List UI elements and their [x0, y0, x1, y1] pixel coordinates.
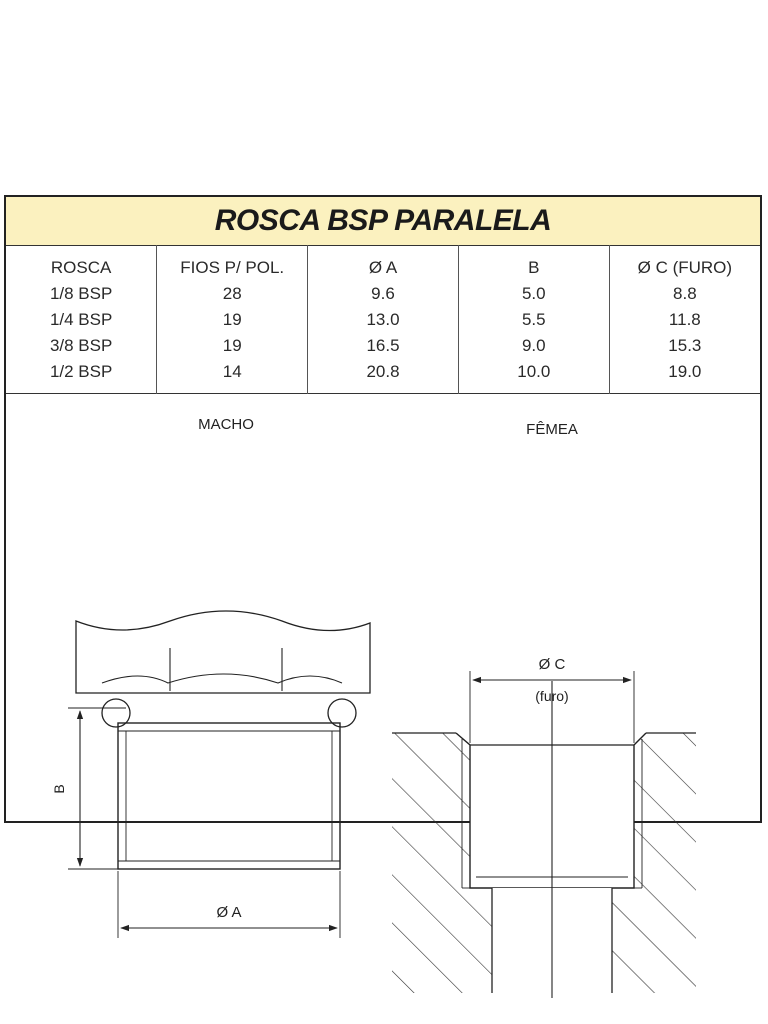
column-header-dia-a: Ø A [308, 245, 459, 281]
table-cell: 13.0 [308, 307, 459, 333]
title-bar [6, 197, 760, 246]
table-cell: 1/4 BSP [49, 310, 113, 329]
page-title: ROSCA BSP PARALELA [214, 204, 552, 237]
female-label: FÊMEA [526, 421, 578, 438]
table-cell: 19 [157, 333, 308, 359]
table-cell: 3/8 BSP [49, 336, 113, 355]
column-header-fios: FIOS P/ POL. [157, 245, 308, 281]
table-cell: 5.5 [458, 307, 609, 333]
female-threaded-bore [456, 733, 646, 888]
table-header-row [6, 245, 760, 281]
table-cell: 16.5 [308, 333, 459, 359]
dim-b-label: B [51, 784, 67, 794]
table-cell: 19 [157, 307, 308, 333]
male-thread-drawing [51, 416, 370, 938]
table-cell: 15.3 [609, 333, 760, 359]
male-hex-body [76, 611, 370, 693]
table-cell: 19.0 [609, 359, 760, 394]
table-row [6, 359, 760, 394]
table-cell: 9.0 [458, 333, 609, 359]
male-label: MACHO [198, 416, 254, 433]
column-header-b: B [458, 245, 609, 281]
table-cell: 10.0 [458, 359, 609, 394]
table-row [6, 281, 760, 307]
column-header-dia-c: Ø C (FURO) [609, 245, 760, 281]
table-row [6, 333, 760, 359]
table-cell: 5.0 [458, 281, 609, 307]
spec-sheet [4, 195, 762, 921]
dim-a-label: Ø A [216, 904, 242, 921]
table-cell: 28 [157, 281, 308, 307]
table-cell: 1/2 BSP [49, 362, 113, 381]
male-threaded-shank [118, 723, 340, 869]
table-cell: 14 [157, 359, 308, 394]
column-header-rosca: ROSCA [50, 258, 112, 277]
dim-c-label: Ø C [538, 656, 566, 673]
thread-drawing [6, 393, 760, 921]
thread-spec-table [6, 245, 760, 394]
table-cell: 1/8 BSP [49, 284, 113, 303]
table-row [6, 307, 760, 333]
table-cell: 20.8 [308, 359, 459, 394]
table-cell: 11.8 [609, 307, 760, 333]
table-cell: 9.6 [308, 281, 459, 307]
dim-c-note: (furo) [535, 688, 569, 704]
male-hex-lower-wave [102, 674, 342, 683]
table-cell: 8.8 [609, 281, 760, 307]
female-thread-drawing [392, 421, 696, 998]
